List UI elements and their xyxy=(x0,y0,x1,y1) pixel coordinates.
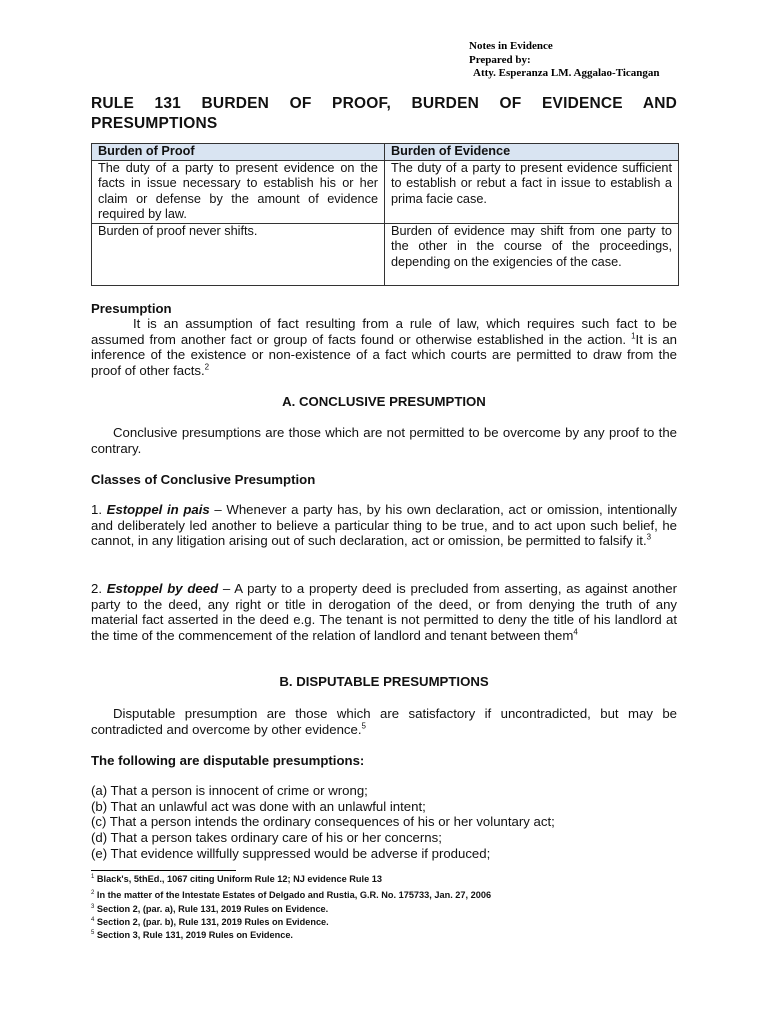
disputable-presumption-list xyxy=(91,783,677,862)
comparison-table xyxy=(91,143,679,286)
footnote xyxy=(91,930,293,940)
presumption-paragraph xyxy=(91,316,677,379)
conclusive-definition: Conclusive presumptions are those which are not permitted to be overcome by any proof to the contrary. xyxy=(91,425,677,456)
list-item: (d) That a person takes ordinary care of his or her concerns; xyxy=(91,830,442,846)
footnote-ref: 1 xyxy=(631,331,636,341)
section-a-heading: A. CONCLUSIVE PRESUMPTION xyxy=(282,394,486,409)
footnote xyxy=(91,904,328,914)
footnote-text: Section 2, (par. b), Rule 131, 2019 Rules on Evidence. xyxy=(96,917,329,927)
footnote-separator xyxy=(91,870,236,871)
list-item: (c) That a person intends the ordinary consequences of his or her voluntary act; xyxy=(91,814,555,830)
footnote-number: 4 xyxy=(91,916,95,923)
estoppel-in-pais-item xyxy=(91,502,677,549)
table-header-burden-of-proof: Burden of Proof xyxy=(92,144,385,161)
disputable-definition-text: Disputable presumption are those which are satisfactory if uncontradicted, but may be contradicted and overcome by other evidence. xyxy=(91,706,677,737)
section-b-heading: B. DISPUTABLE PRESUMPTIONS xyxy=(279,674,489,689)
term-estoppel-in-pais: Estoppel in pais xyxy=(106,502,210,517)
disputable-definition xyxy=(91,706,677,737)
footnote-text: Section 3, Rule 131, 2019 Rules on Evidence. xyxy=(96,930,293,940)
term-estoppel-by-deed: Estoppel by deed xyxy=(106,581,219,596)
list-item: (a) That a person is innocent of crime or wrong; xyxy=(91,783,368,798)
disputable-list-heading: The following are disputable presumptions: xyxy=(91,753,365,768)
footnote-ref: 3 xyxy=(646,533,652,543)
table-cell: The duty of a party to present evidence on the facts in issue necessary to establish his or her claim or defense by the amount of evidence required by law. xyxy=(92,160,385,223)
estoppel-by-deed-text: – A party to a property deed is precluded from asserting, as against another party to the deed, any right or title in derogation of the deed, or from denying the truth of any material fact asserted in the deed e.g. The tenant is not permitted to deny the title of his landlord at the time of the commencement of the relation of landlord and tenant between them xyxy=(91,581,677,644)
footnote xyxy=(91,890,491,900)
footnote-number: 3 xyxy=(91,903,95,910)
classes-heading: Classes of Conclusive Presumption xyxy=(91,472,316,487)
estoppel-by-deed-item xyxy=(91,581,677,644)
footnote-number: 2 xyxy=(91,889,95,896)
page-title: RULE 131 BURDEN OF PROOF, BURDEN OF EVIDENCE AND PRESUMPTIONS xyxy=(91,95,677,132)
table-header-row xyxy=(92,144,679,161)
presumption-text-b: It is an inference of the existence or non-existence of a fact which courts are permitted to draw from the proof of other facts. xyxy=(91,331,677,379)
presumption-heading: Presumption xyxy=(91,301,172,316)
footnote-text: In the matter of the Intestate Estates of Delgado and Rustia, G.R. No. 175733, Jan. 27, 2006 xyxy=(96,890,492,900)
item-number: 1. xyxy=(91,502,102,517)
footnote-ref: 2 xyxy=(204,362,210,372)
header-notes-title: Notes in Evidence xyxy=(469,40,553,52)
item-number: 2. xyxy=(91,581,102,596)
footnote xyxy=(91,874,382,884)
header-author: Atty. Esperanza LM. Aggalao-Ticangan xyxy=(473,67,660,79)
footnote-ref: 4 xyxy=(573,627,578,637)
list-item: (e) That evidence willfully suppressed would be adverse if produced; xyxy=(91,845,491,861)
list-item: (b) That an unlawful act was done with an unlawful intent; xyxy=(91,798,426,814)
footnote xyxy=(91,917,329,927)
table-row xyxy=(92,223,679,285)
presumption-text-a: It is an assumption of fact resulting from a rule of law, which requires such fact to be assumed from another fact or group of facts found or otherwise established in the action. xyxy=(91,316,677,347)
table-cell: Burden of proof never shifts. xyxy=(92,223,385,285)
header-prepared-by: Prepared by: xyxy=(469,53,531,66)
footnote-text: Black's, 5thEd., 1067 citing Uniform Rule 12; NJ evidence Rule 13 xyxy=(96,874,382,884)
footnote-ref: 5 xyxy=(361,721,366,731)
footnote-number: 1 xyxy=(91,873,95,880)
footnote-number: 5 xyxy=(91,929,95,936)
footnote-text: Section 2, (par. a), Rule 131, 2019 Rules on Evidence. xyxy=(96,904,329,914)
table-cell: Burden of evidence may shift from one party to the other in the course of the proceedings, depending on the exigencies of the case. xyxy=(385,223,679,285)
estoppel-in-pais-text: – Whenever a party has, by his own declaration, act or omission, intentionally and deliberately led another to believe a particular thing to be true, and to act upon such belief, he cannot, in any litigation arising out of such declaration, act or omission, be permitted to falsify it. xyxy=(91,502,678,549)
table-cell: The duty of a party to present evidence sufficient to establish or rebut a fact in issue to establish a prima facie case. xyxy=(385,160,679,223)
table-header-burden-of-evidence: Burden of Evidence xyxy=(385,144,679,161)
table-row xyxy=(92,160,679,223)
document-header xyxy=(469,40,660,81)
